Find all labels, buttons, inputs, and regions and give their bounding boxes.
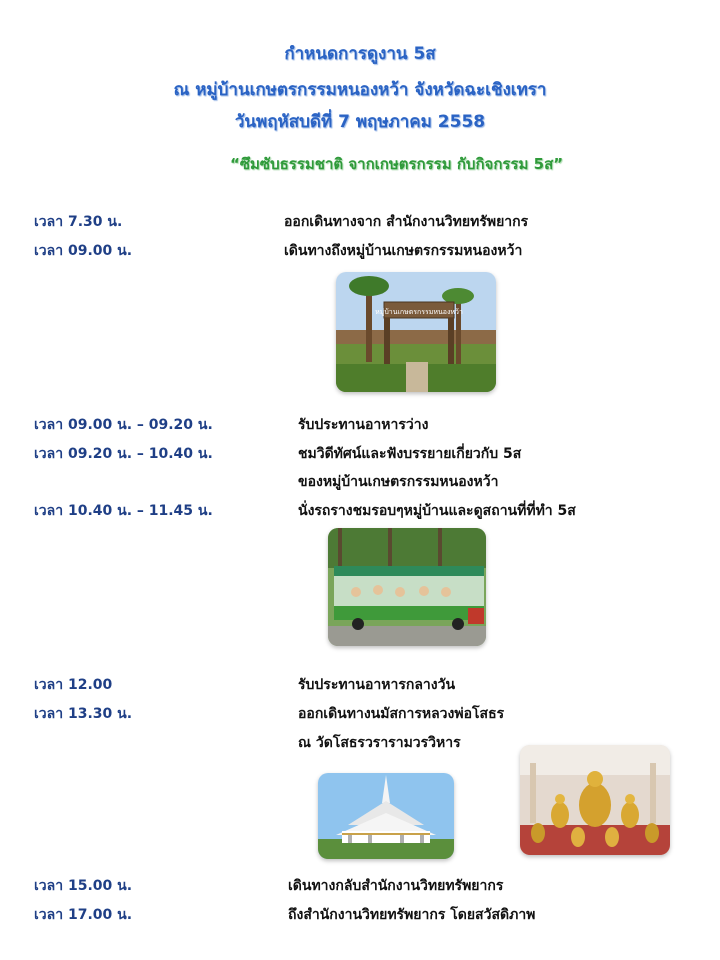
schedule-time-0: เวลา 7.30 น. xyxy=(34,214,123,230)
schedule-desc-3-cont: ของหมู่บ้านเกษตรกรรมหนองหว้า xyxy=(298,474,499,490)
village-entrance-photo xyxy=(336,272,496,392)
page-title: กำหนดการดูงาน 5ส xyxy=(284,44,436,64)
schedule-desc-4: นั่งรถรางชมรอบๆหมู่บ้านและดูสถานที่ที่ทำ 5ส xyxy=(298,503,576,519)
schedule-time-8: เวลา 17.00 น. xyxy=(34,907,133,923)
location-title: ณ หมู่บ้านเกษตรกรรมหนองหว้า จังหวัดฉะเชิงเทรา xyxy=(173,80,547,100)
schedule-time-3: เวลา 09.20 น. – 10.40 น. xyxy=(34,446,213,462)
schedule-time-4: เวลา 10.40 น. – 11.45 น. xyxy=(34,503,213,519)
schedule-desc-3: ชมวิดีทัศน์และฟังบรรยายเกี่ยวกับ 5ส xyxy=(298,446,522,462)
village-sign-text: หมู่บ้านเกษตรกรรมหนองหว้า xyxy=(375,308,463,316)
schedule-desc-6-cont: ณ วัดโสธรวรารามวรวิหาร xyxy=(298,735,461,751)
date-title: วันพฤหัสบดีที่ 7 พฤษภาคม 2558 xyxy=(234,112,486,132)
schedule-desc-1: เดินทางถึงหมู่บ้านเกษตรกรรมหนองหว้า xyxy=(284,243,523,259)
schedule-desc-2: รับประทานอาหารว่าง xyxy=(298,417,429,433)
schedule-desc-5: รับประทานอาหารกลางวัน xyxy=(298,677,456,693)
buddha-images-photo xyxy=(520,745,670,855)
schedule-desc-8: ถึงสำนักงานวิทยทรัพยากร โดยสวัสดิภาพ xyxy=(288,907,536,923)
schedule-desc-6: ออกเดินทางนมัสการหลวงพ่อโสธร xyxy=(298,706,505,722)
schedule-desc-7: เดินทางกลับสำนักงานวิทยทรัพยากร xyxy=(288,878,504,894)
tram-ride-photo xyxy=(328,528,486,646)
schedule-time-1: เวลา 09.00 น. xyxy=(34,243,133,259)
schedule-time-2: เวลา 09.00 น. – 09.20 น. xyxy=(34,417,213,433)
schedule-time-6: เวลา 13.30 น. xyxy=(34,706,133,722)
theme-subtitle: “ซึมซับธรรมชาติ จากเกษตรกรรม กับกิจกรรม 5ส” xyxy=(230,155,564,173)
schedule-desc-0: ออกเดินทางจาก สำนักงานวิทยทรัพยากร xyxy=(284,214,529,230)
schedule-time-7: เวลา 15.00 น. xyxy=(34,878,133,894)
temple-photo xyxy=(318,773,454,859)
schedule-time-5: เวลา 12.00 xyxy=(34,677,113,693)
